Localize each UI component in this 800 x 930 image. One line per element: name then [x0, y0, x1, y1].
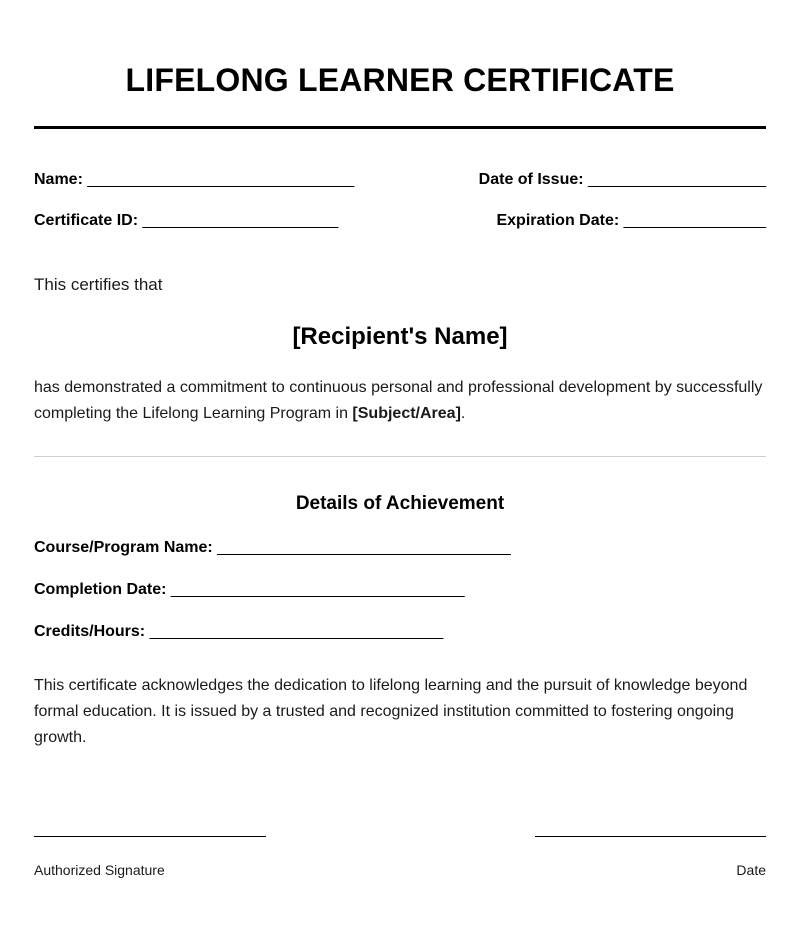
- statement-paragraph: [34, 375, 774, 427]
- signature-line: [34, 836, 266, 837]
- intro-text: This certifies that: [34, 275, 163, 294]
- certificate-id-blank: ______________________: [142, 212, 339, 229]
- completion-date-blank: _________________________________: [170, 581, 465, 598]
- completion-date-label: Completion Date:: [34, 581, 167, 598]
- authorized-signature-label: Authorized Signature: [34, 862, 165, 878]
- certificate-title: LIFELONG LEARNER CERTIFICATE: [125, 62, 675, 98]
- completion-date-field: [34, 580, 465, 600]
- section-divider: [34, 456, 766, 457]
- course-program-field: [34, 538, 511, 558]
- date-of-issue-blank: ____________________: [588, 171, 766, 188]
- name-field: [34, 170, 354, 190]
- date-line: [535, 836, 766, 837]
- acknowledgement-paragraph: This certificate acknowledges the dedication to lifelong learning and the pursuit of knowledge beyond formal education. It is issued by a trusted and recognized institution committed to fostering ongoing growth.: [34, 677, 748, 746]
- credits-hours-field: [34, 622, 443, 642]
- title-underline: [34, 126, 766, 129]
- credits-hours-blank: _________________________________: [149, 623, 444, 640]
- date-of-issue-label: Date of Issue:: [478, 171, 584, 188]
- recipient-name: [Recipient's Name]: [292, 323, 508, 350]
- course-program-blank: _________________________________: [217, 539, 511, 556]
- certificate-id-field: [34, 211, 338, 231]
- expiration-date-blank: ________________: [623, 212, 766, 229]
- statement-text: has demonstrated a commitment to continuous personal and professional development by successfully completing the Lifelong Learning Program in: [34, 379, 763, 422]
- expiration-date-field: [496, 211, 766, 231]
- course-program-label: Course/Program Name:: [34, 539, 213, 556]
- details-heading: Details of Achievement: [295, 493, 505, 514]
- statement-end: .: [460, 405, 466, 422]
- expiration-date-label: Expiration Date:: [496, 212, 620, 229]
- subject-area: [Subject/Area]: [352, 405, 461, 422]
- signature-date-label: Date: [736, 862, 766, 878]
- date-of-issue-field: [479, 170, 766, 190]
- name-blank: ______________________________: [87, 171, 355, 188]
- name-label: Name:: [34, 171, 83, 188]
- credits-hours-label: Credits/Hours:: [34, 623, 146, 640]
- certificate-id-label: Certificate ID:: [34, 212, 139, 229]
